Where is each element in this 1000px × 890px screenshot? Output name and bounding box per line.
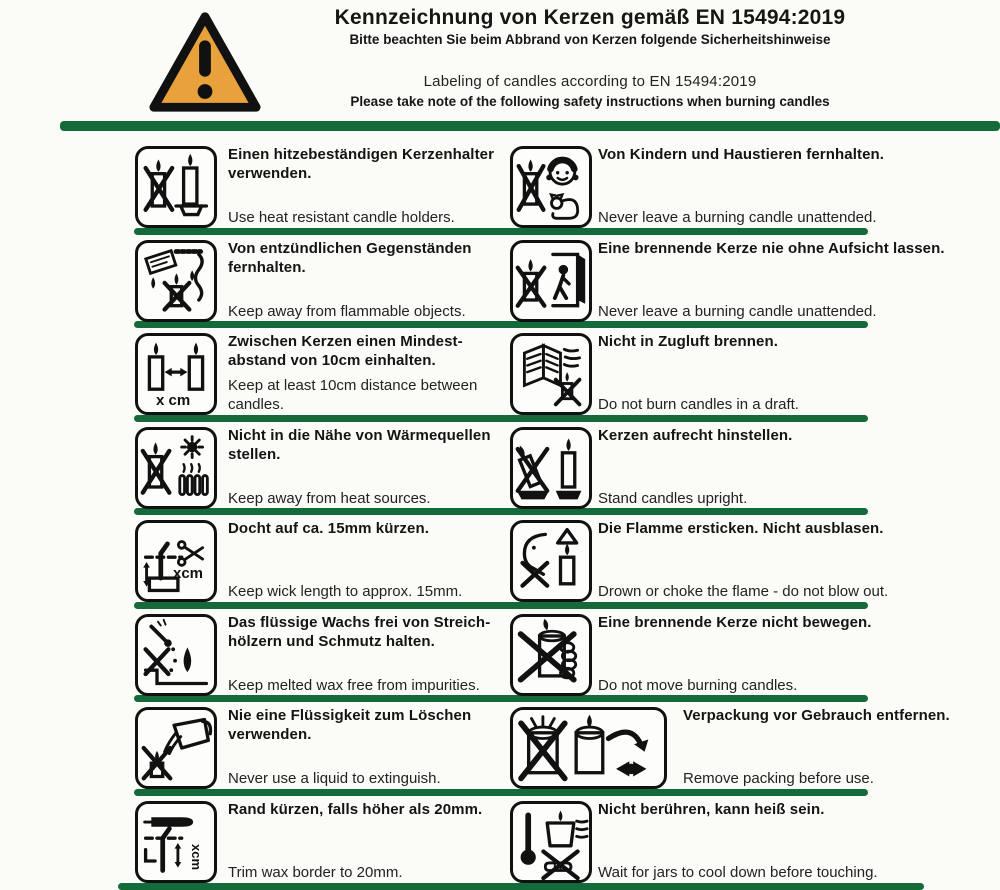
instruction-item: [683, 707, 991, 789]
instruction-text-en: Remove packing before use.: [683, 770, 874, 788]
distance-label: x cm: [156, 392, 191, 409]
instruction-item: [598, 427, 990, 509]
instruction-text-en: Drown or choke the flame - do not blow out.: [598, 583, 889, 601]
instruction-item: [598, 801, 990, 883]
instruction-text-en: Wait for jars to cool down before touching.: [598, 864, 878, 882]
instruction-text-en: Trim wax border to 20mm.: [228, 864, 403, 882]
instruction-text-en: Keep wick length to approx. 15mm.: [228, 583, 463, 601]
instruction-text-de: Verpackung vor Gebrauch entfernen.: [683, 707, 950, 724]
keep-from-children-pets-icon: [510, 146, 592, 228]
instruction-text-en: Never leave a burning candle unattended.: [598, 209, 877, 227]
trim-wax-border-icon: [135, 801, 217, 883]
remove-packing-icon: [510, 707, 667, 789]
instruction-item: [228, 146, 506, 228]
instruction-text-en: Stand candles upright.: [598, 490, 748, 508]
instruction-text-de: Von Kindern und Haustieren fernhalten.: [598, 146, 885, 163]
do-not-move-icon: [510, 614, 592, 696]
keep-from-flammable-objects-icon: [135, 240, 217, 322]
row-divider: [134, 602, 868, 609]
never-unattended-icon: [510, 240, 592, 322]
instruction-item: [228, 333, 506, 415]
do-not-touch-hot-icon: [510, 801, 592, 883]
instruction-text-en: Never leave a burning candle unattended.: [598, 303, 877, 321]
stand-upright-icon: [510, 427, 592, 509]
instruction-item: [228, 240, 506, 322]
row-divider: [134, 508, 868, 515]
instruction-item: [228, 427, 506, 509]
instruction-item: [228, 520, 506, 602]
instruction-text-en: Use heat resistant candle holders.: [228, 209, 455, 227]
header-divider-bar: [60, 121, 1000, 131]
instruction-item: [598, 520, 990, 602]
instruction-text-en: Keep away from heat sources.: [228, 490, 431, 508]
instruction-text-de: Nicht in Zugluft brennen.: [598, 333, 778, 350]
instruction-item: [598, 614, 990, 696]
instruction-text-en: Never use a liquid to extinguish.: [228, 770, 441, 788]
instruction-text-de: Eine brennende Kerze nicht bewegen.: [598, 614, 872, 631]
instruction-item: [228, 801, 506, 883]
candle-distance-icon: [135, 333, 217, 415]
title-english: Labeling of candles according to EN 15494:2019: [423, 73, 757, 90]
instruction-item: [228, 707, 506, 789]
trim-wick-icon: [135, 520, 217, 602]
instruction-text-de: Von entzündlichen Gegenständen fernhalten.: [228, 240, 472, 276]
instruction-text-de: Das flüssige Wachs frei von Streich-hölzern und Schmutz halten.: [228, 614, 491, 650]
warning-triangle-icon: [146, 6, 264, 125]
instruction-text-de: Nie eine Flüssigkeit zum Löschen verwenden.: [228, 707, 472, 743]
keep-from-heat-sources-icon: [135, 427, 217, 509]
instruction-item: [598, 333, 990, 415]
wax-free-of-impurities-icon: [135, 614, 217, 696]
bottom-divider-bar: [118, 883, 924, 890]
instruction-text-de: Rand kürzen, falls höher als 20mm.: [228, 801, 483, 818]
header: [300, 6, 880, 109]
instruction-text-de: Einen hitzebeständigen Kerzenhalter verwenden.: [228, 146, 495, 182]
row-divider: [134, 321, 868, 328]
no-draft-icon: [510, 333, 592, 415]
title-german: Kennzeichnung von Kerzen gemäß EN 15494:2019: [334, 6, 846, 29]
heat-resistant-holder-icon: [135, 146, 217, 228]
instruction-text-de: Kerzen aufrecht hinstellen.: [598, 427, 793, 444]
instruction-text-de: Die Flamme ersticken. Nicht ausblasen.: [598, 520, 884, 537]
row-divider: [134, 228, 868, 235]
no-liquid-extinguish-icon: [135, 707, 217, 789]
row-divider: [134, 415, 868, 422]
choke-flame-icon: [510, 520, 592, 602]
border-height-label: xcm: [189, 844, 204, 871]
row-divider: [134, 789, 868, 796]
instruction-text-en: Keep away from flammable objects.: [228, 303, 466, 321]
instruction-text-en: Keep melted wax free from impurities.: [228, 677, 480, 695]
instruction-text-de: Docht auf ca. 15mm kürzen.: [228, 520, 429, 537]
instruction-item: [598, 146, 990, 228]
subtitle-english: Please take note of the following safety instructions when burning candles: [350, 93, 830, 109]
instruction-text-en: Do not burn candles in a draft.: [598, 396, 799, 414]
instruction-text-de: Eine brennende Kerze nie ohne Aufsicht lassen.: [598, 240, 945, 257]
instruction-item: [228, 614, 506, 696]
instruction-text-de: Zwischen Kerzen einen Mindest-abstand von 10cm einhalten.: [228, 333, 463, 369]
instruction-text-de: Nicht berühren, kann heiß sein.: [598, 801, 825, 818]
instruction-text-de: Nicht in die Nähe von Wärmequellen stellen.: [228, 427, 491, 463]
instruction-item: [598, 240, 990, 322]
row-divider: [134, 695, 868, 702]
wick-length-label: xcm: [173, 565, 204, 582]
instruction-text-en: Do not move burning candles.: [598, 677, 798, 695]
instruction-text-en: Keep at least 10cm distance between candles.: [228, 377, 478, 414]
subtitle-german: Bitte beachten Sie beim Abbrand von Kerzen folgende Sicherheitshinweise: [349, 32, 831, 47]
